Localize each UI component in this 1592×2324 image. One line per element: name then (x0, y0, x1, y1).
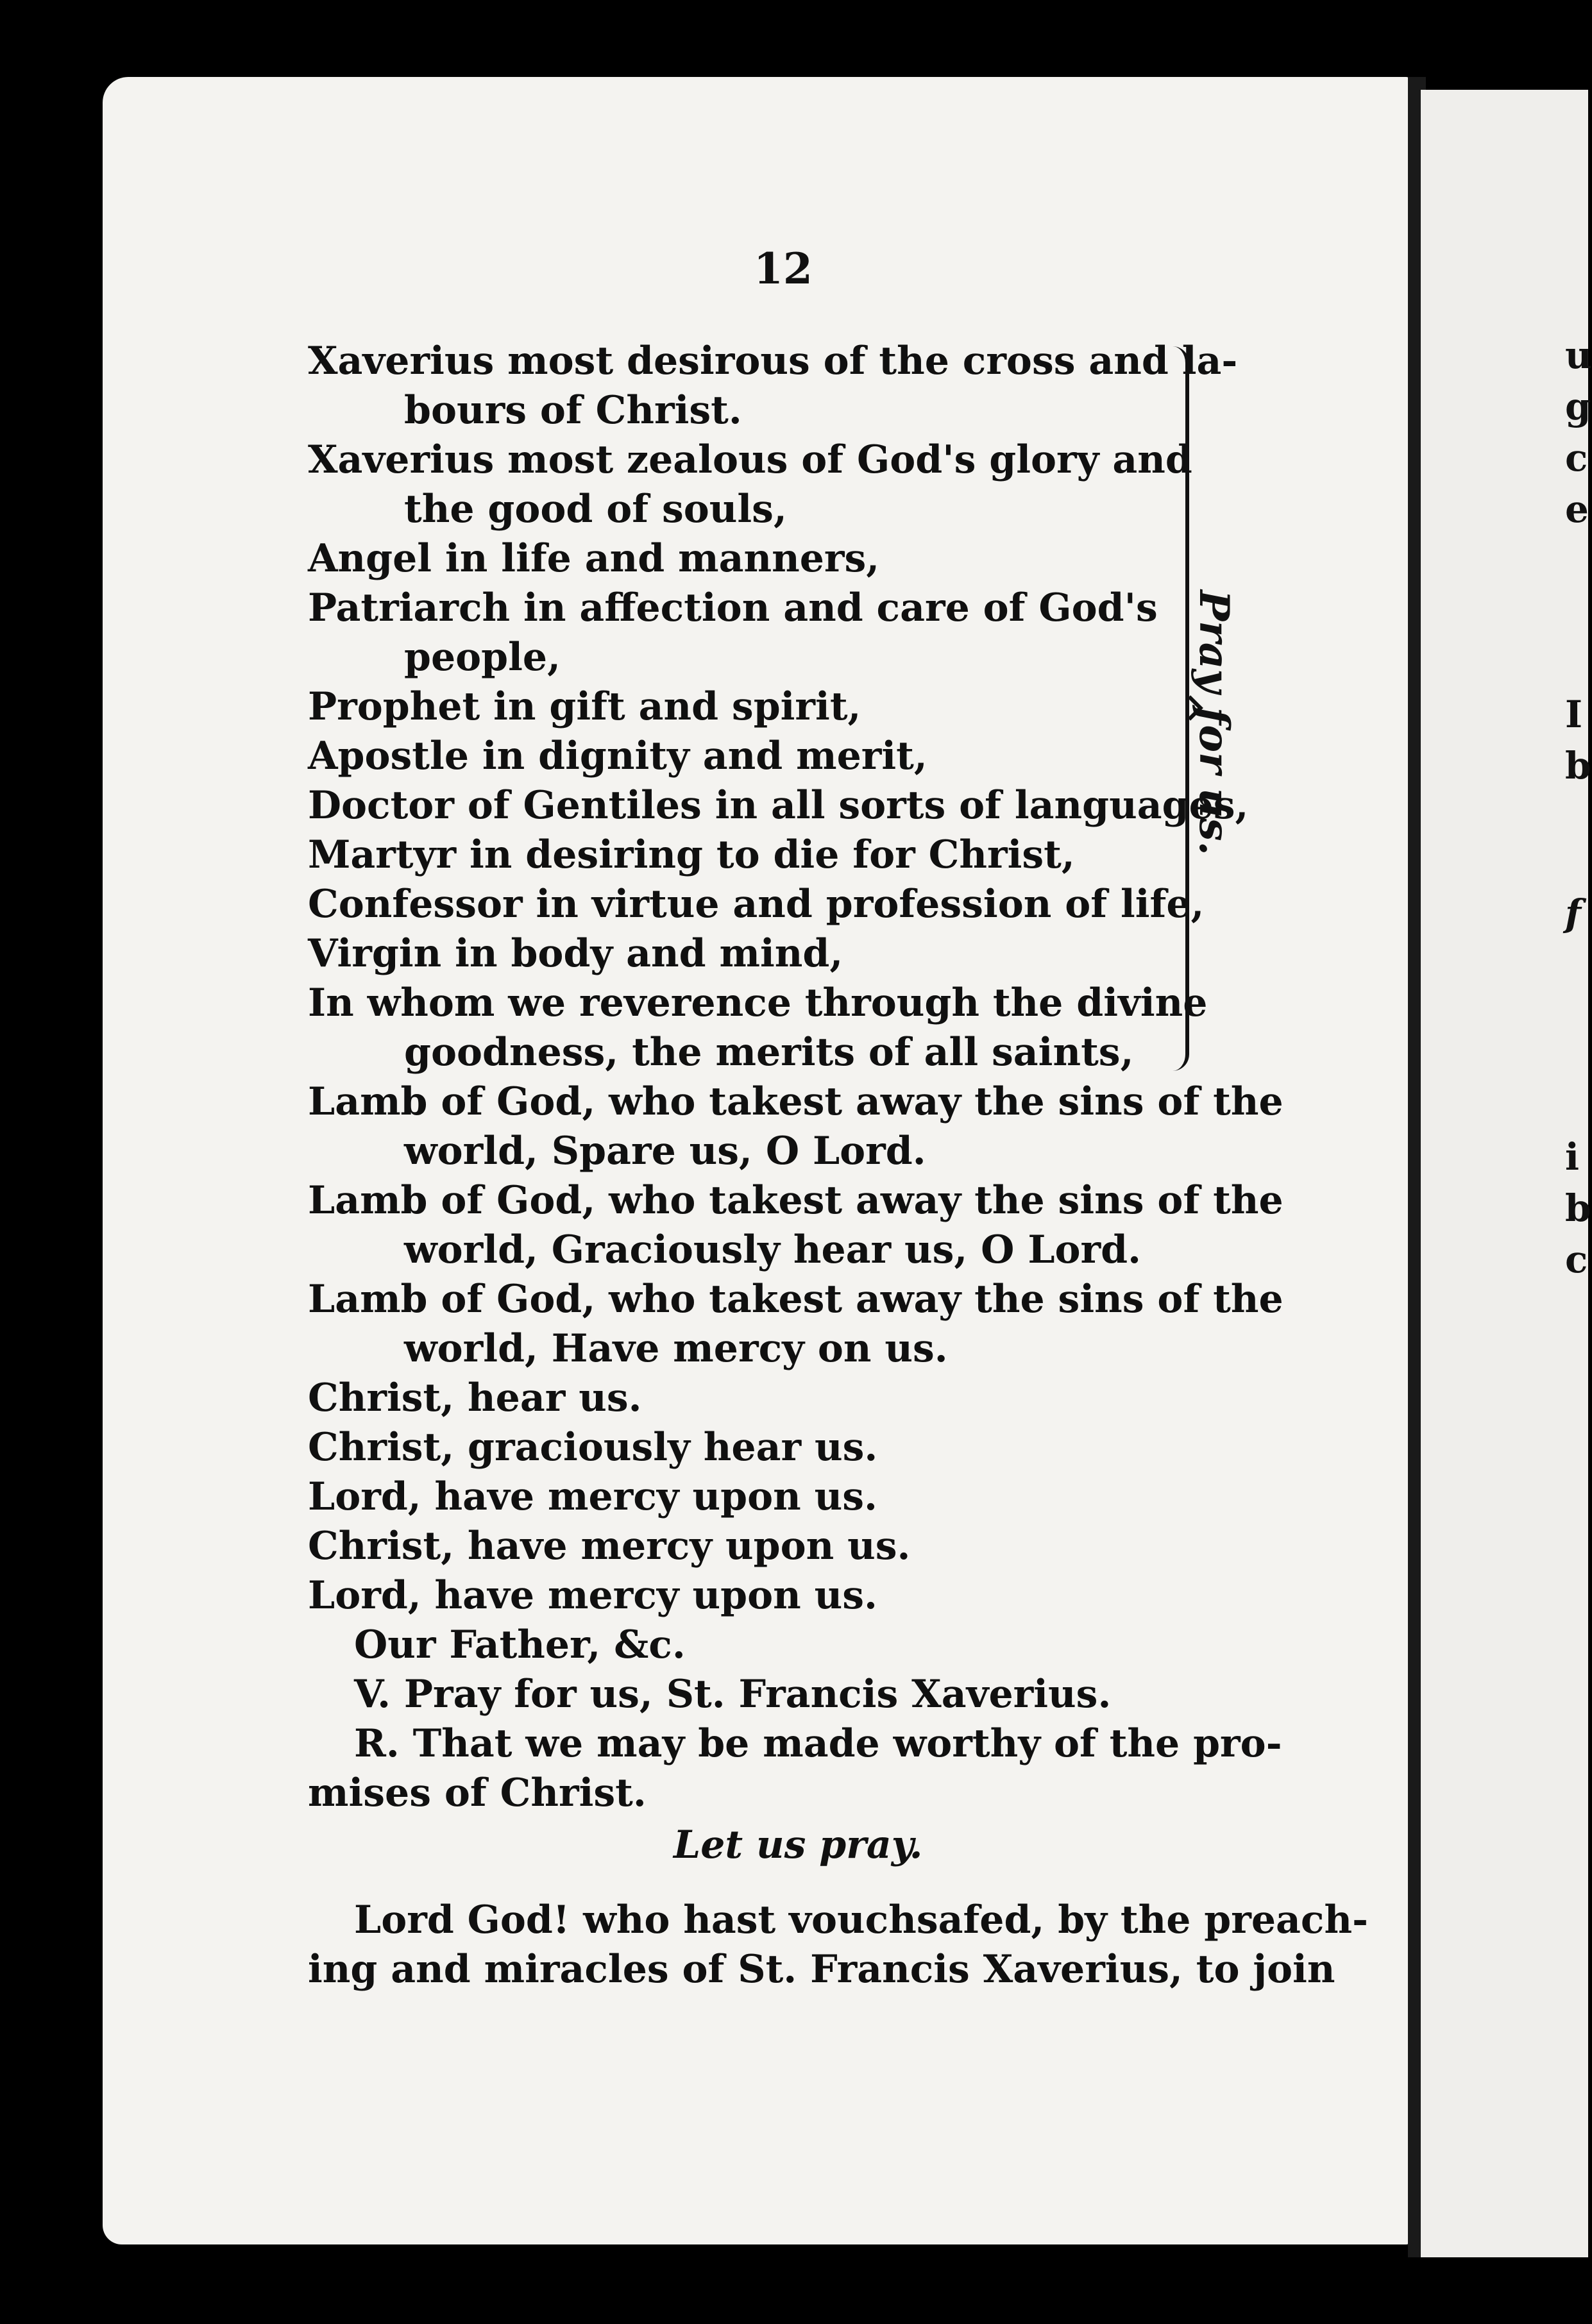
text-line: Christ, graciously hear us. (308, 1425, 878, 1470)
text-line: people, (404, 635, 561, 680)
text-line: mises of Christ. (308, 1771, 647, 1815)
fragment: c (1565, 1238, 1588, 1281)
text-line: world, Have mercy on us. (404, 1326, 948, 1371)
text-line: Xaverius most desirous of the cross and la- (308, 339, 1238, 383)
text-line: goodness, the merits of all saints, (404, 1030, 1134, 1075)
text-line: V. Pray for us, St. Francis Xaverius. (354, 1672, 1112, 1717)
text-line: world, Graciously hear us, O Lord. (404, 1227, 1141, 1272)
fragment: i (1565, 1135, 1580, 1179)
text-line: world, Spare us, O Lord. (404, 1129, 926, 1174)
litany-text (308, 337, 1368, 1994)
text-line: bours of Christ. (404, 388, 742, 433)
text-line: Our Father, &c. (354, 1622, 686, 1667)
text-line: Apostle in dignity and merit, (308, 734, 927, 779)
text-line: Lamb of God, who takest away the sins of the (308, 1178, 1283, 1223)
text-line: Lamb of God, who takest away the sins of the (308, 1079, 1283, 1124)
text-line: Lord, have mercy upon us. (308, 1573, 877, 1618)
text-line: Patriarch in affection and care of God's (308, 585, 1158, 630)
text-line: Doctor of Gentiles in all sorts of languages, (308, 783, 1249, 828)
fragment: u (1565, 333, 1592, 377)
fragment: b (1565, 744, 1591, 787)
text-line: R. That we may be made worthy of the pro- (354, 1721, 1282, 1766)
text-line: Lord, have mercy upon us. (308, 1474, 877, 1519)
fragment: f (1565, 891, 1581, 935)
text-line: the good of souls, (404, 487, 787, 532)
text-line: Lord God! who hast vouchsafed, by the preach- (354, 1898, 1368, 1942)
text-line: Christ, have mercy upon us. (308, 1524, 911, 1569)
text-line: Virgin in body and mind, (308, 931, 843, 976)
page-number: 12 (754, 244, 813, 294)
fragment: c (1565, 436, 1588, 480)
facing-page (1421, 90, 1588, 2257)
section-heading: Let us pray. (673, 1823, 923, 1867)
fragment: b (1565, 1186, 1591, 1230)
text-line: Xaverius most zealous of God's glory and (308, 437, 1192, 482)
text-line: Confessor in virtue and profession of life, (308, 882, 1205, 927)
text-line: Christ, hear us. (308, 1376, 642, 1420)
bracket-label: Pray for us. (1190, 590, 1238, 855)
text-line: Angel in life and manners, (308, 536, 880, 581)
text-line: In whom we reverence through the divine (308, 981, 1208, 1025)
text-line: Martyr in desiring to die for Christ, (308, 832, 1075, 877)
fragment: e (1565, 487, 1589, 531)
text-line: Prophet in gift and spirit, (308, 684, 861, 729)
text-line: Lamb of God, who takest away the sins of the (308, 1277, 1283, 1322)
text-line: ing and miracles of St. Francis Xaverius, to join (308, 1947, 1335, 1992)
fragment: g (1565, 385, 1591, 428)
fragment: I (1565, 693, 1583, 736)
